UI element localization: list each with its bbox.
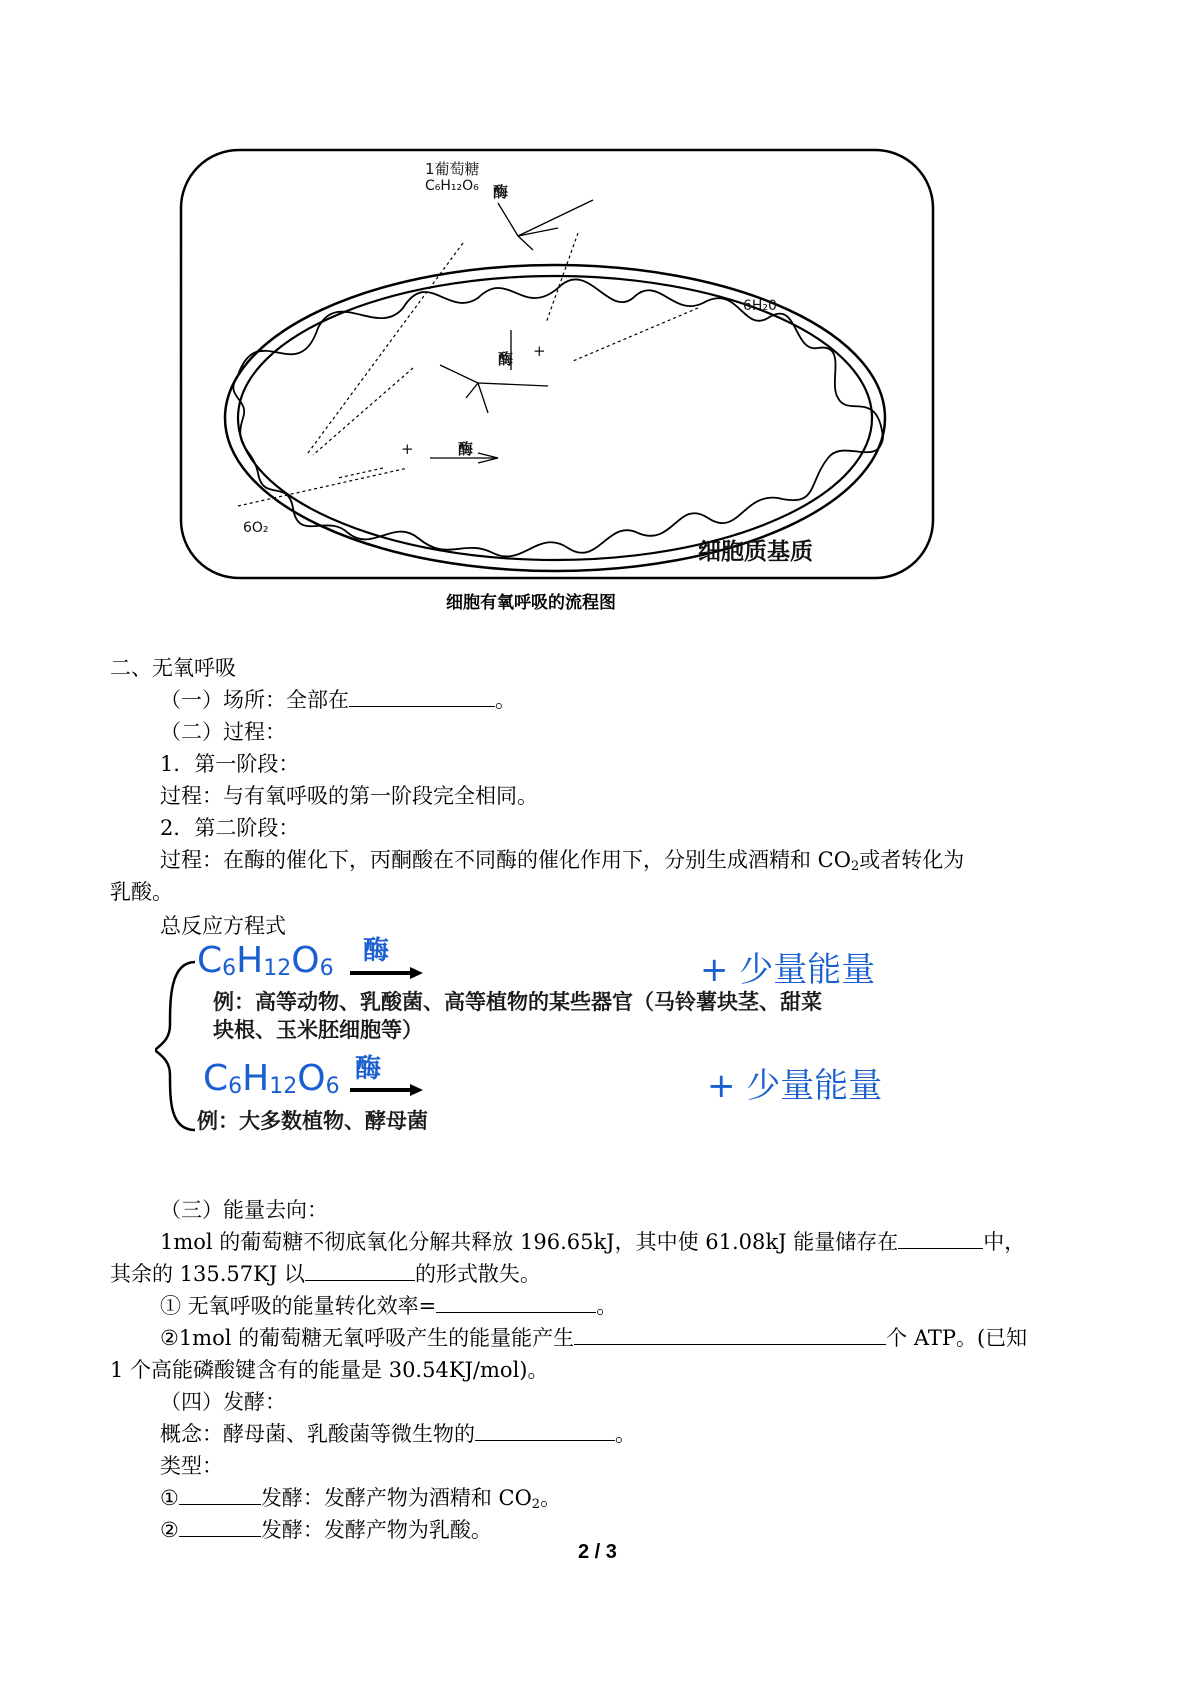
example-2: 例：大多数植物、酵母菌	[197, 1109, 428, 1133]
concept-b: 。	[615, 1422, 636, 1446]
energy-blank-2[interactable]	[305, 1262, 415, 1281]
enzyme-label-mid: 酶	[498, 350, 514, 368]
concept-blank[interactable]	[475, 1422, 615, 1441]
arrow-enzyme-2: 酶	[355, 1054, 382, 1084]
water-label: 6H₂0	[743, 298, 777, 314]
equation-title: 总反应方程式	[160, 914, 286, 938]
type2-prefix: ②	[160, 1518, 179, 1542]
type2-suffix: 发酵：发酵产物为乳酸。	[260, 1518, 492, 1542]
glucose-formula: C₆H₁₂O₆	[425, 178, 479, 194]
oxygen-label: 6O₂	[243, 520, 269, 536]
aerobic-respiration-diagram	[178, 148, 938, 583]
fermentation-title: （四）发酵：	[160, 1390, 286, 1414]
formula-2: $C_6H_{12}O_6$	[203, 1058, 340, 1099]
stage2-title: 2．第二阶段：	[160, 816, 300, 840]
atp-line-continued: 1 个高能磷酸键含有的能量是 30.54KJ/mol)。	[110, 1358, 549, 1382]
efficiency-line	[160, 1294, 617, 1318]
type1-prefix: ①	[160, 1486, 179, 1510]
type1-blank[interactable]	[179, 1486, 261, 1505]
diagram-drawing	[178, 148, 938, 583]
type1-sub: 2	[531, 1497, 541, 1512]
equations-block	[155, 936, 905, 1155]
energy-line2-a: 其余的 135.57KJ 以	[110, 1262, 305, 1286]
efficiency-b: 。	[596, 1294, 618, 1318]
energy-label-1: + 少量能量	[700, 950, 876, 990]
fermentation-concept	[160, 1422, 636, 1446]
location-prefix: （一）场所：全部在	[160, 688, 349, 712]
energy-blank-1[interactable]	[898, 1230, 983, 1249]
page-number: 2 / 3	[578, 1541, 617, 1563]
efficiency-a: ① 无氧呼吸的能量转化效率=	[160, 1294, 437, 1318]
stage1-text: 过程：与有氧呼吸的第一阶段完全相同。	[160, 784, 538, 808]
energy-line1	[160, 1230, 1025, 1254]
enzyme-label-bottom: 酶	[458, 440, 474, 458]
stage2-text	[160, 848, 964, 879]
example-1-line2: 块根、玉米胚细胞等）	[213, 1018, 423, 1042]
fermentation-types-title: 类型：	[160, 1454, 223, 1478]
energy-line2-b: 的形式散失。	[414, 1262, 541, 1286]
concept-a: 概念：酵母菌、乳酸菌等微生物的	[160, 1422, 475, 1446]
plus-label-mid: +	[533, 342, 546, 360]
stage1-title: 1．第一阶段：	[160, 752, 300, 776]
energy-line2	[110, 1262, 541, 1286]
type2-blank[interactable]	[179, 1518, 261, 1537]
arrow-enzyme-1: 酶	[363, 936, 390, 966]
stage2-text-sub: 2	[850, 859, 860, 874]
formula-1: $C_6H_{12}O_6$	[197, 940, 334, 981]
glucose-label: 1葡萄糖	[425, 160, 480, 178]
energy-title: （三）能量去向：	[160, 1198, 328, 1222]
section-heading: 二、无氧呼吸	[110, 656, 236, 680]
fermentation-type2	[160, 1518, 492, 1542]
stage2-text-continued: 乳酸。	[110, 880, 173, 904]
example-1-line1: 例：高等动物、乳酸菌、高等植物的某些器官（马铃薯块茎、甜菜	[213, 990, 822, 1014]
enzyme-label-top: 酶	[493, 183, 509, 201]
stage2-text-a: 过程：在酶的催化下，丙酮酸在不同酶的催化作用下，分别生成酒精和 CO	[160, 848, 851, 872]
efficiency-blank[interactable]	[436, 1294, 596, 1313]
process-title: （二）过程：	[160, 720, 286, 744]
plus-label-bottom: +	[401, 440, 414, 458]
energy-line1-a: 1mol 的葡萄糖不彻底氧化分解共释放 196.65kJ，其中使 61.08kJ 能量储存在	[160, 1230, 899, 1254]
cytoplasm-label: 细胞质基质	[698, 539, 813, 565]
atp-blank[interactable]	[574, 1326, 886, 1345]
atp-line	[160, 1326, 1027, 1350]
type1-end: 。	[540, 1486, 562, 1510]
stage2-text-b: 或者转化为	[859, 848, 965, 872]
atp-a: ②1mol 的葡萄糖无氧呼吸产生的能量能产生	[160, 1326, 575, 1350]
atp-b: 个 ATP。(已知	[886, 1326, 1028, 1350]
location-line	[160, 688, 516, 712]
type1-suffix: 发酵：发酵产物为酒精和 CO	[260, 1486, 532, 1510]
diagram-caption: 细胞有氧呼吸的流程图	[446, 593, 616, 613]
energy-label-2: + 少量能量	[707, 1066, 883, 1106]
energy-line1-b: 中，	[983, 1230, 1026, 1254]
fermentation-type1	[160, 1486, 561, 1517]
location-suffix: 。	[495, 688, 516, 712]
location-blank[interactable]	[349, 688, 495, 707]
